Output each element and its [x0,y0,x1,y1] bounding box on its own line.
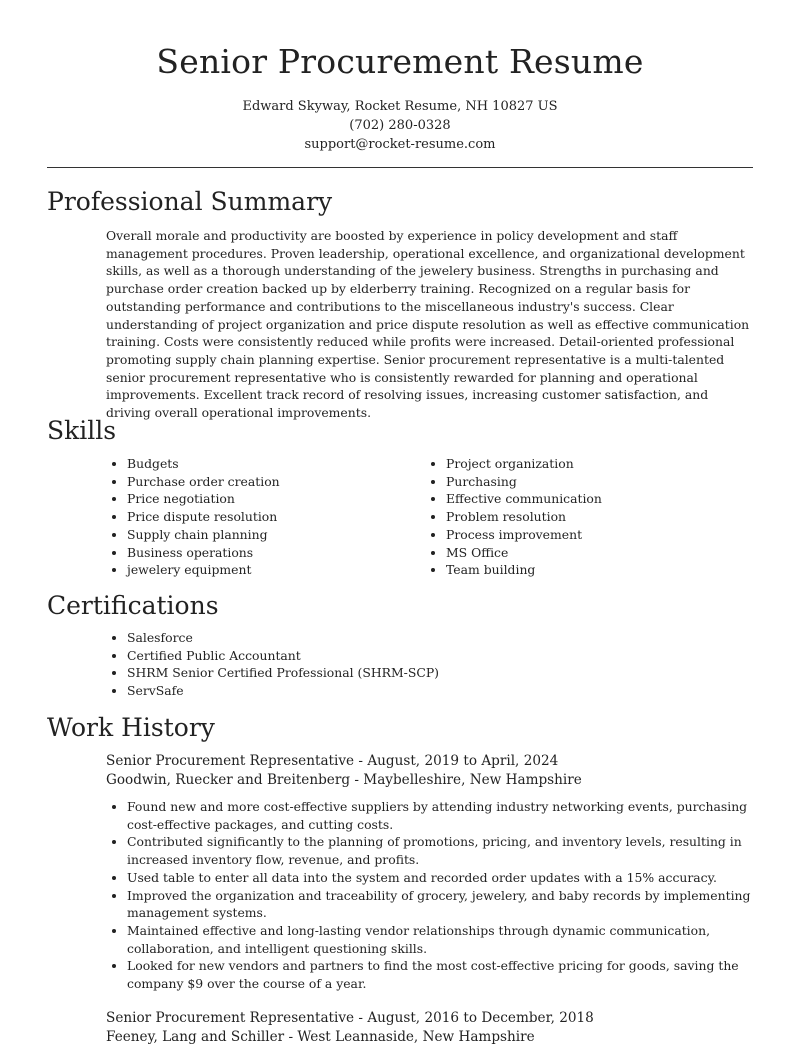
resume-header [0,0,800,154]
skill-item: • MS Office [446,544,746,562]
job-bullet: • Contributed significantly to the planning of promotions, pricing, and inventory levels, resulting in increased inventory flow, revenue, and profits. [127,833,756,868]
skill-item: • Supply chain planning [127,526,427,544]
job-bullet: • Found new and more cost-effective suppliers by attending industry networking events, purchasing cost-effective packages, and cutting costs. [127,798,756,833]
header-divider [47,167,753,168]
job-title-line: Senior Procurement Representative - August, 2016 to December, 2018 [106,1010,594,1026]
job-bullets [106,798,756,993]
skill-item: • Purchase order creation [127,473,427,491]
work-history-heading: Work History [47,713,215,742]
job-company-line: Feeney, Lang and Schiller - West Leannaside, New Hampshire [106,1029,535,1045]
skill-item: • Budgets [127,455,427,473]
resume-title: Senior Procurement Resume [156,42,644,81]
certification-item: • Certified Public Accountant [127,647,767,665]
job-dates: August, 2016 to December, 2018 [367,1010,594,1026]
certification-item: • Salesforce [127,629,767,647]
job-role: Senior Procurement Representative [106,753,355,769]
summary-heading: Professional Summary [47,187,333,216]
skill-item: • jewelery equipment [127,561,427,579]
job-bullet: • Looked for new vendors and partners to find the most cost-effective pricing for goods, saving the company $9 over the course of a year. [127,957,756,992]
job-entry [106,752,756,993]
skill-item: • Team building [446,561,746,579]
contact-address: Edward Skyway, Rocket Resume, NH 10827 US [242,99,558,114]
job-bullet: • Used table to enter all data into the system and recorded order updates with a 15% accuracy. [127,869,756,887]
job-company: Feeney, Lang and Schiller [106,1029,285,1045]
job-bullet: • Improved the organization and traceability of grocery, jewelery, and baby records by implementing management systems. [127,887,756,922]
summary-text: Overall morale and productivity are boosted by experience in policy development and staff management procedures. Proven leadership, operational excellence, and organizational development skills, as well as a thorough understanding of the jewelery business. Strengths in purchasing and purchase order creation backed up by elderberry training. Recognized on a regular basis for outstanding performance and contributions to the miscellaneous industry's success. Clear understanding of project organization and price dispute resolution as well as effective communication training. Costs were consistently reduced while profits were increased. Detail-oriented professional promoting supply chain planning expertise. Senior procurement representative is a multi-talented senior procurement representative who is consistently rewarded for planning and operational improvements. Excellent track record of resolving issues, increasing customer satisfaction, and driving overall operational improvements. [106,228,750,421]
job-entry [106,1009,756,1047]
skill-item: • Business operations [127,544,427,562]
skills-heading: Skills [47,416,117,445]
job-company-line: Goodwin, Ruecker and Breitenberg - Maybelleshire, New Hampshire [106,772,582,788]
certifications-heading: Certifications [47,591,219,620]
skill-item: • Project organization [446,455,746,473]
certification-item: • ServSafe [127,682,767,700]
job-location: West Leannaside, New Hampshire [297,1029,535,1045]
job-role: Senior Procurement Representative [106,1010,355,1026]
job-title-line: Senior Procurement Representative - August, 2019 to April, 2024 [106,753,559,769]
certifications-list [106,629,767,700]
skill-item: • Purchasing [446,473,746,491]
skill-item: • Price negotiation [127,490,427,508]
skill-item: • Problem resolution [446,508,746,526]
contact-email: support@rocket-resume.com [304,137,496,152]
skills-list-left [106,455,427,579]
job-bullet: • Maintained effective and long-lasting vendor relationships through dynamic communication, collaboration, and intelligent questioning skills. [127,922,756,957]
skill-item: • Process improvement [446,526,746,544]
skill-item: • Price dispute resolution [127,508,427,526]
certification-item: • SHRM Senior Certified Professional (SHRM-SCP) [127,664,767,682]
skill-item: • Effective communication [446,490,746,508]
job-dates: August, 2019 to April, 2024 [367,753,559,769]
job-location: Maybelleshire, New Hampshire [363,772,582,788]
contact-phone: (702) 280-0328 [349,118,451,133]
skills-list-right [425,455,746,579]
job-company: Goodwin, Ruecker and Breitenberg [106,772,351,788]
